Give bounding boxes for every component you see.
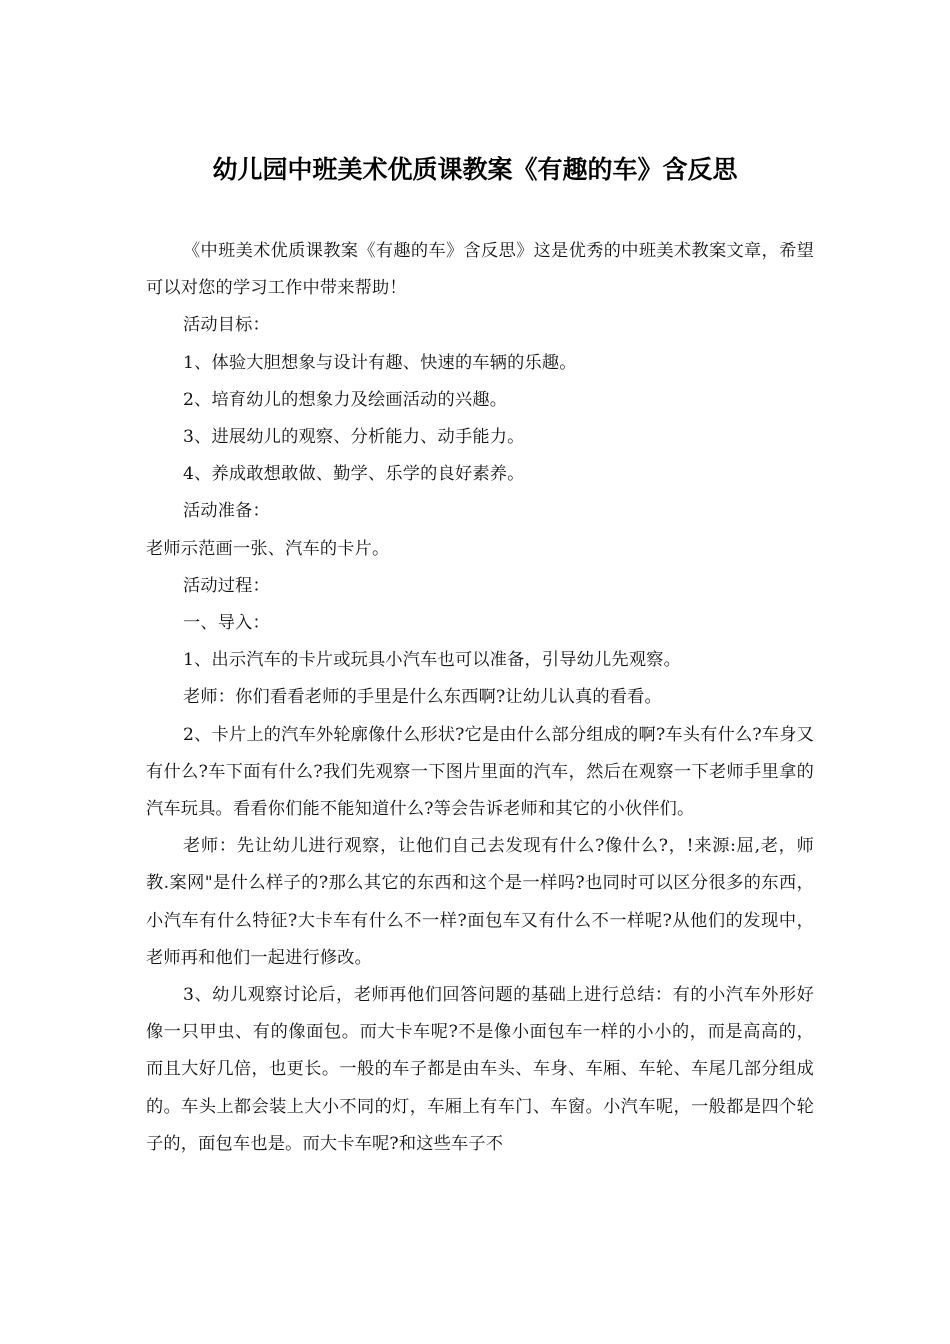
teacher-paragraph-1: 老师：你们看看老师的手里是什么东西啊?让幼儿认真的看看。 xyxy=(183,687,662,708)
goal-item-2: 2、培育幼儿的想象力及绘画活动的兴趣。 xyxy=(183,389,508,410)
process-step-2: 2、卡片上的汽车外轮廓像什么形状?它是由什么部分组成的啊?车头有什么?车身又有什么?车下面有什么?我们先观察一下图片里面的汽车，然后在观察一下老师手里拿的汽车玩具。看看你们能不能知道什么?等会告诉老师和其它的小伙伴们。 xyxy=(146,724,814,820)
section-heading-process: 活动过程： xyxy=(183,575,270,596)
teacher-paragraph-2: 老师：先让幼儿进行观察，让他们自己去发现有什么?像什么?，!来源:屈,老，师教.案网"是什么样子的?那么其它的东西和这个是一样吗?也同时可以区分很多的东西，小汽车有什么特征?大卡车有什么不一样?面包车又有什么不一样呢?从他们的发现中，老师再和他们一起进行修改。 xyxy=(146,836,814,968)
subsection-heading-intro: 一、导入： xyxy=(183,613,270,634)
goal-item-1: 1、体验大胆想象与设计有趣、快速的车辆的乐趣。 xyxy=(183,352,577,373)
process-step-3: 3、幼儿观察讨论后，老师再他们回答问题的基础上进行总结：有的小汽车外形好像一只甲虫、有的像面包。而大卡车呢?不是像小面包车一样的小小的，而是高高的，而且大好几倍，也更长。一般的车子都是由车头、车身、车厢、车轮、车尾几部分组成的。车头上都会装上大小不同的灯，车厢上有车门、车窗。小汽车呢，一般都是四个轮子的，面包车也是。而大卡车呢?和这些车子不 xyxy=(146,985,814,1154)
process-step-1: 1、出示汽车的卡片或玩具小汽车也可以准备，引导幼儿先观察。 xyxy=(183,650,681,671)
document-body xyxy=(146,233,814,1163)
section-heading-goals: 活动目标： xyxy=(183,315,270,336)
document-title: 幼儿园中班美术优质课教案《有趣的车》含反思 xyxy=(212,155,738,184)
section-heading-preparation: 活动准备： xyxy=(183,501,270,522)
intro-paragraph: 《中班美术优质课教案《有趣的车》含反思》这是优秀的中班美术教案文章，希望可以对您的学习工作中带来帮助！ xyxy=(146,241,814,299)
preparation-paragraph: 老师示范画一张、汽车的卡片。 xyxy=(146,538,390,559)
goal-item-4: 4、养成敢想敢做、勤学、乐学的良好素养。 xyxy=(183,464,525,485)
goal-item-3: 3、进展幼儿的观察、分析能力、动手能力。 xyxy=(183,427,525,448)
